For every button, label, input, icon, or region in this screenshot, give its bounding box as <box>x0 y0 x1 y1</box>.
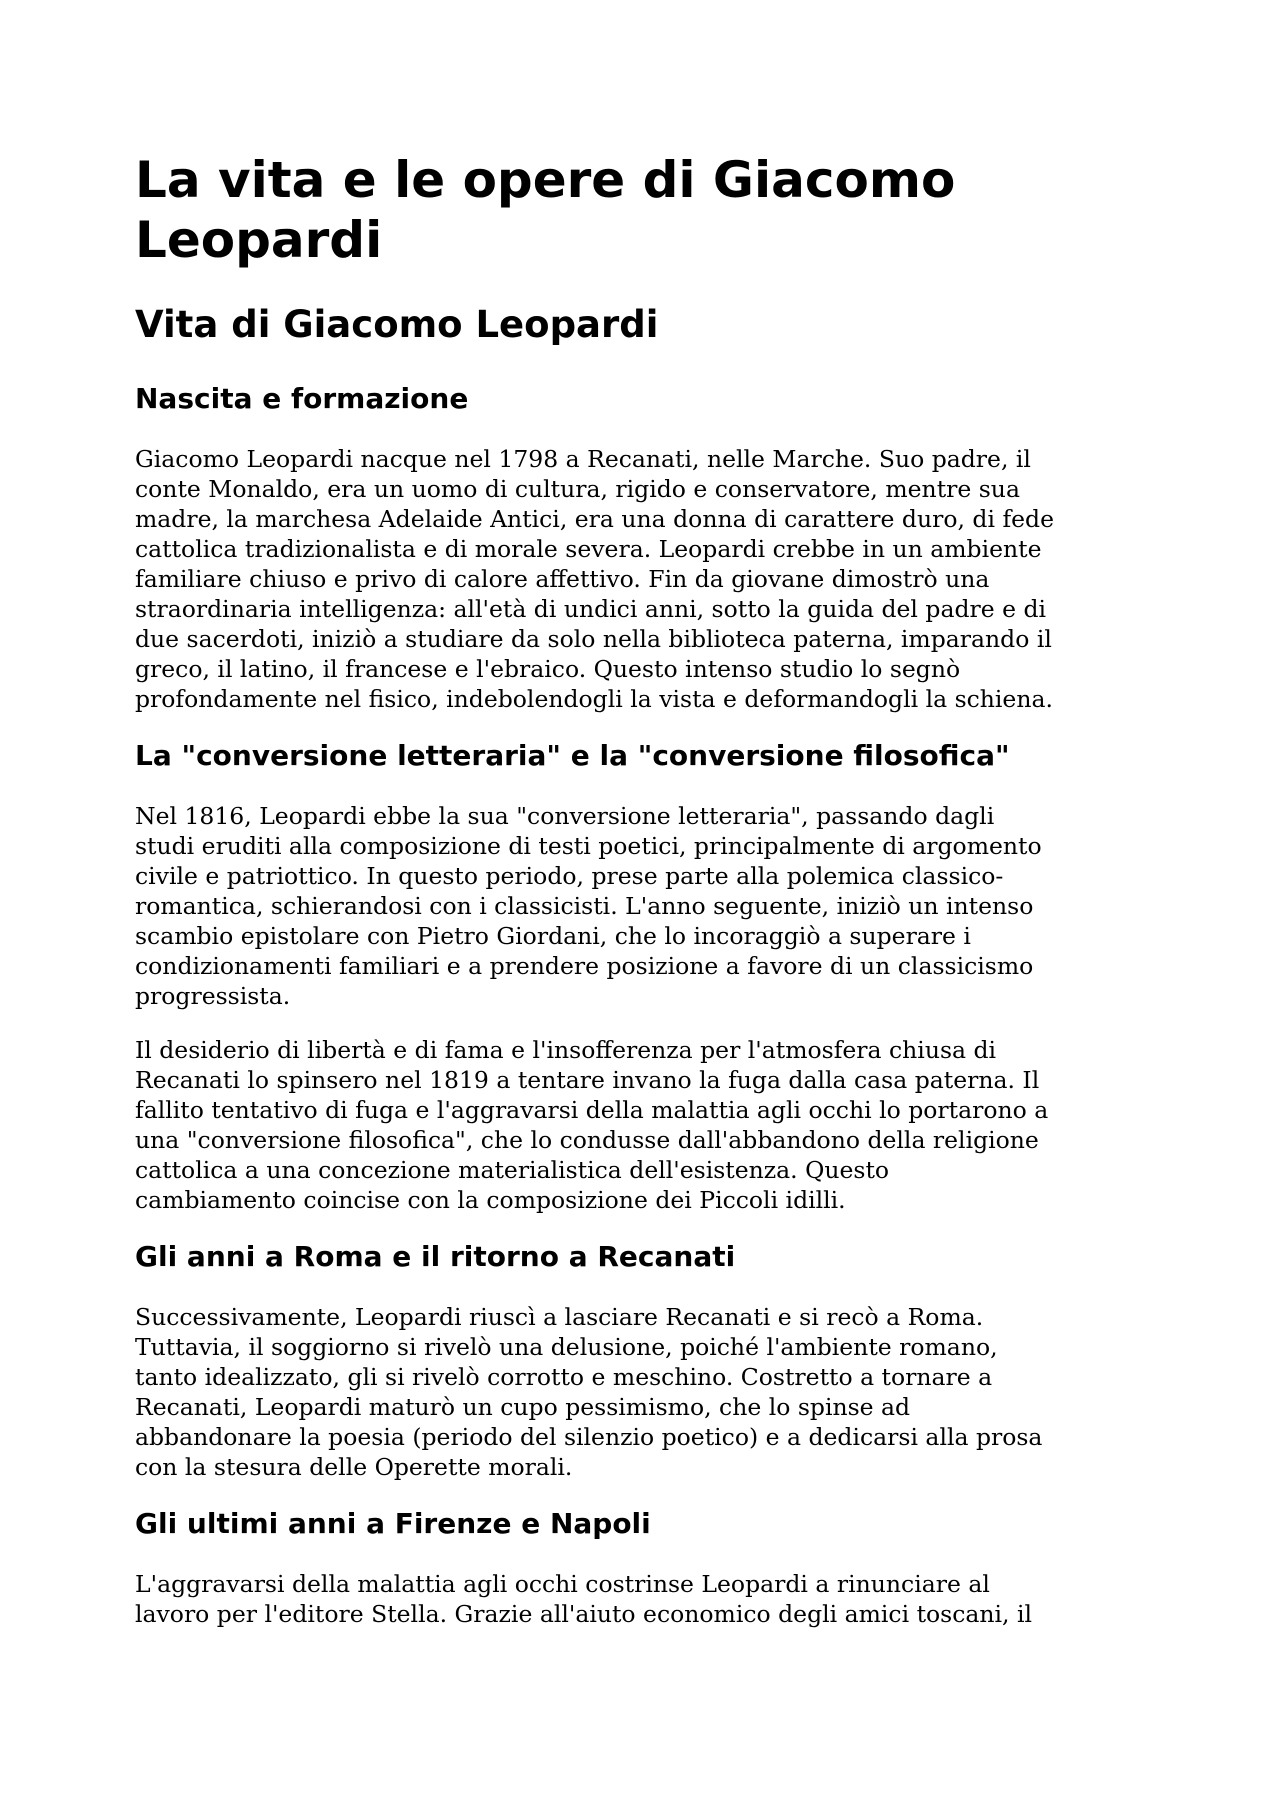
paragraph-line: fallito tentativo di fuga e l'aggravarsi della malattia agli occhi lo portarono a <box>135 1096 1049 1124</box>
body-paragraph <box>135 1302 1145 1482</box>
subsection-heading: Gli anni a Roma e il ritorno a Recanati <box>135 1240 736 1273</box>
paragraph-line: romantica, schierandosi con i classicisti. L'anno seguente, iniziò un intenso <box>135 892 1034 920</box>
body-paragraph <box>135 1569 1145 1629</box>
paragraph-line: Recanati, Leopardi maturò un cupo pessimismo, che lo spinse ad <box>135 1393 911 1421</box>
document-title <box>135 150 1035 270</box>
paragraph-line: Tuttavia, il soggiorno si rivelò una delusione, poiché l'ambiente romano, <box>135 1333 998 1361</box>
paragraph-line: profondamente nel fisico, indebolendogli la vista e deformandogli la schiena. <box>135 685 1053 713</box>
paragraph-line: due sacerdoti, iniziò a studiare da solo nella biblioteca paterna, imparando il <box>135 625 1052 653</box>
paragraph-line: Giacomo Leopardi nacque nel 1798 a Recanati, nelle Marche. Suo padre, il <box>135 445 1031 473</box>
document-title-line: La vita e le opere di Giacomo <box>135 151 956 209</box>
paragraph-line: conte Monaldo, era un uomo di cultura, rigido e conservatore, mentre sua <box>135 475 1020 503</box>
subsection-heading: La "conversione letteraria" e la "conversione filosofica" <box>135 739 1010 772</box>
paragraph-line: greco, il latino, il francese e l'ebraico. Questo intenso studio lo segnò <box>135 655 961 683</box>
paragraph-line: condizionamenti familiari e a prendere posizione a favore di un classicismo <box>135 952 1034 980</box>
document-page <box>135 150 1145 1629</box>
paragraph-line: civile e patriottico. In questo periodo, prese parte alla polemica classico- <box>135 862 1004 890</box>
subsection-heading: Gli ultimi anni a Firenze e Napoli <box>135 1507 651 1540</box>
body-paragraph <box>135 1035 1145 1215</box>
paragraph-line: progressista. <box>135 982 291 1010</box>
paragraph-line: abbandonare la poesia (periodo del silenzio poetico) e a dedicarsi alla prosa <box>135 1423 1043 1451</box>
paragraph-line: con la stesura delle Operette morali. <box>135 1453 573 1481</box>
paragraph-line: familiare chiuso e privo di calore affettivo. Fin da giovane dimostrò una <box>135 565 990 593</box>
paragraph-line: cattolica tradizionalista e di morale severa. Leopardi crebbe in un ambiente <box>135 535 1042 563</box>
subsections <box>135 382 1145 1629</box>
paragraph-line: Successivamente, Leopardi riuscì a lasciare Recanati e si recò a Roma. <box>135 1303 984 1331</box>
paragraph-line: una "conversione filosofica", che lo condusse dall'abbandono della religione <box>135 1126 1039 1154</box>
document-title-line: Leopardi <box>135 211 383 269</box>
paragraph-line: studi eruditi alla composizione di testi poetici, principalmente di argomento <box>135 832 1042 860</box>
paragraph-line: L'aggravarsi della malattia agli occhi costrinse Leopardi a rinunciare al <box>135 1570 990 1598</box>
paragraph-line: scambio epistolare con Pietro Giordani, che lo incoraggiò a superare i <box>135 922 971 950</box>
body-paragraph <box>135 801 1145 1011</box>
paragraph-line: Il desiderio di libertà e di fama e l'insofferenza per l'atmosfera chiusa di <box>135 1036 997 1064</box>
paragraph-line: tanto idealizzato, gli si rivelò corrotto e meschino. Costretto a tornare a <box>135 1363 993 1391</box>
paragraph-line: Recanati lo spinsero nel 1819 a tentare invano la fuga dalla casa paterna. Il <box>135 1066 1040 1094</box>
paragraph-line: straordinaria intelligenza: all'età di undici anni, sotto la guida del padre e di <box>135 595 1047 623</box>
paragraph-line: lavoro per l'editore Stella. Grazie all'aiuto economico degli amici toscani, il <box>135 1600 1033 1628</box>
paragraph-line: cattolica a una concezione materialistica dell'esistenza. Questo <box>135 1156 890 1184</box>
paragraph-line: madre, la marchesa Adelaide Antici, era una donna di carattere duro, di fede <box>135 505 1055 533</box>
subsection-heading: Nascita e formazione <box>135 382 469 415</box>
section-title: Vita di Giacomo Leopardi <box>135 303 659 346</box>
paragraph-line: Nel 1816, Leopardi ebbe la sua "conversione letteraria", passando dagli <box>135 802 995 830</box>
paragraph-line: cambiamento coincise con la composizione dei Piccoli idilli. <box>135 1186 846 1214</box>
body-paragraph <box>135 444 1145 714</box>
